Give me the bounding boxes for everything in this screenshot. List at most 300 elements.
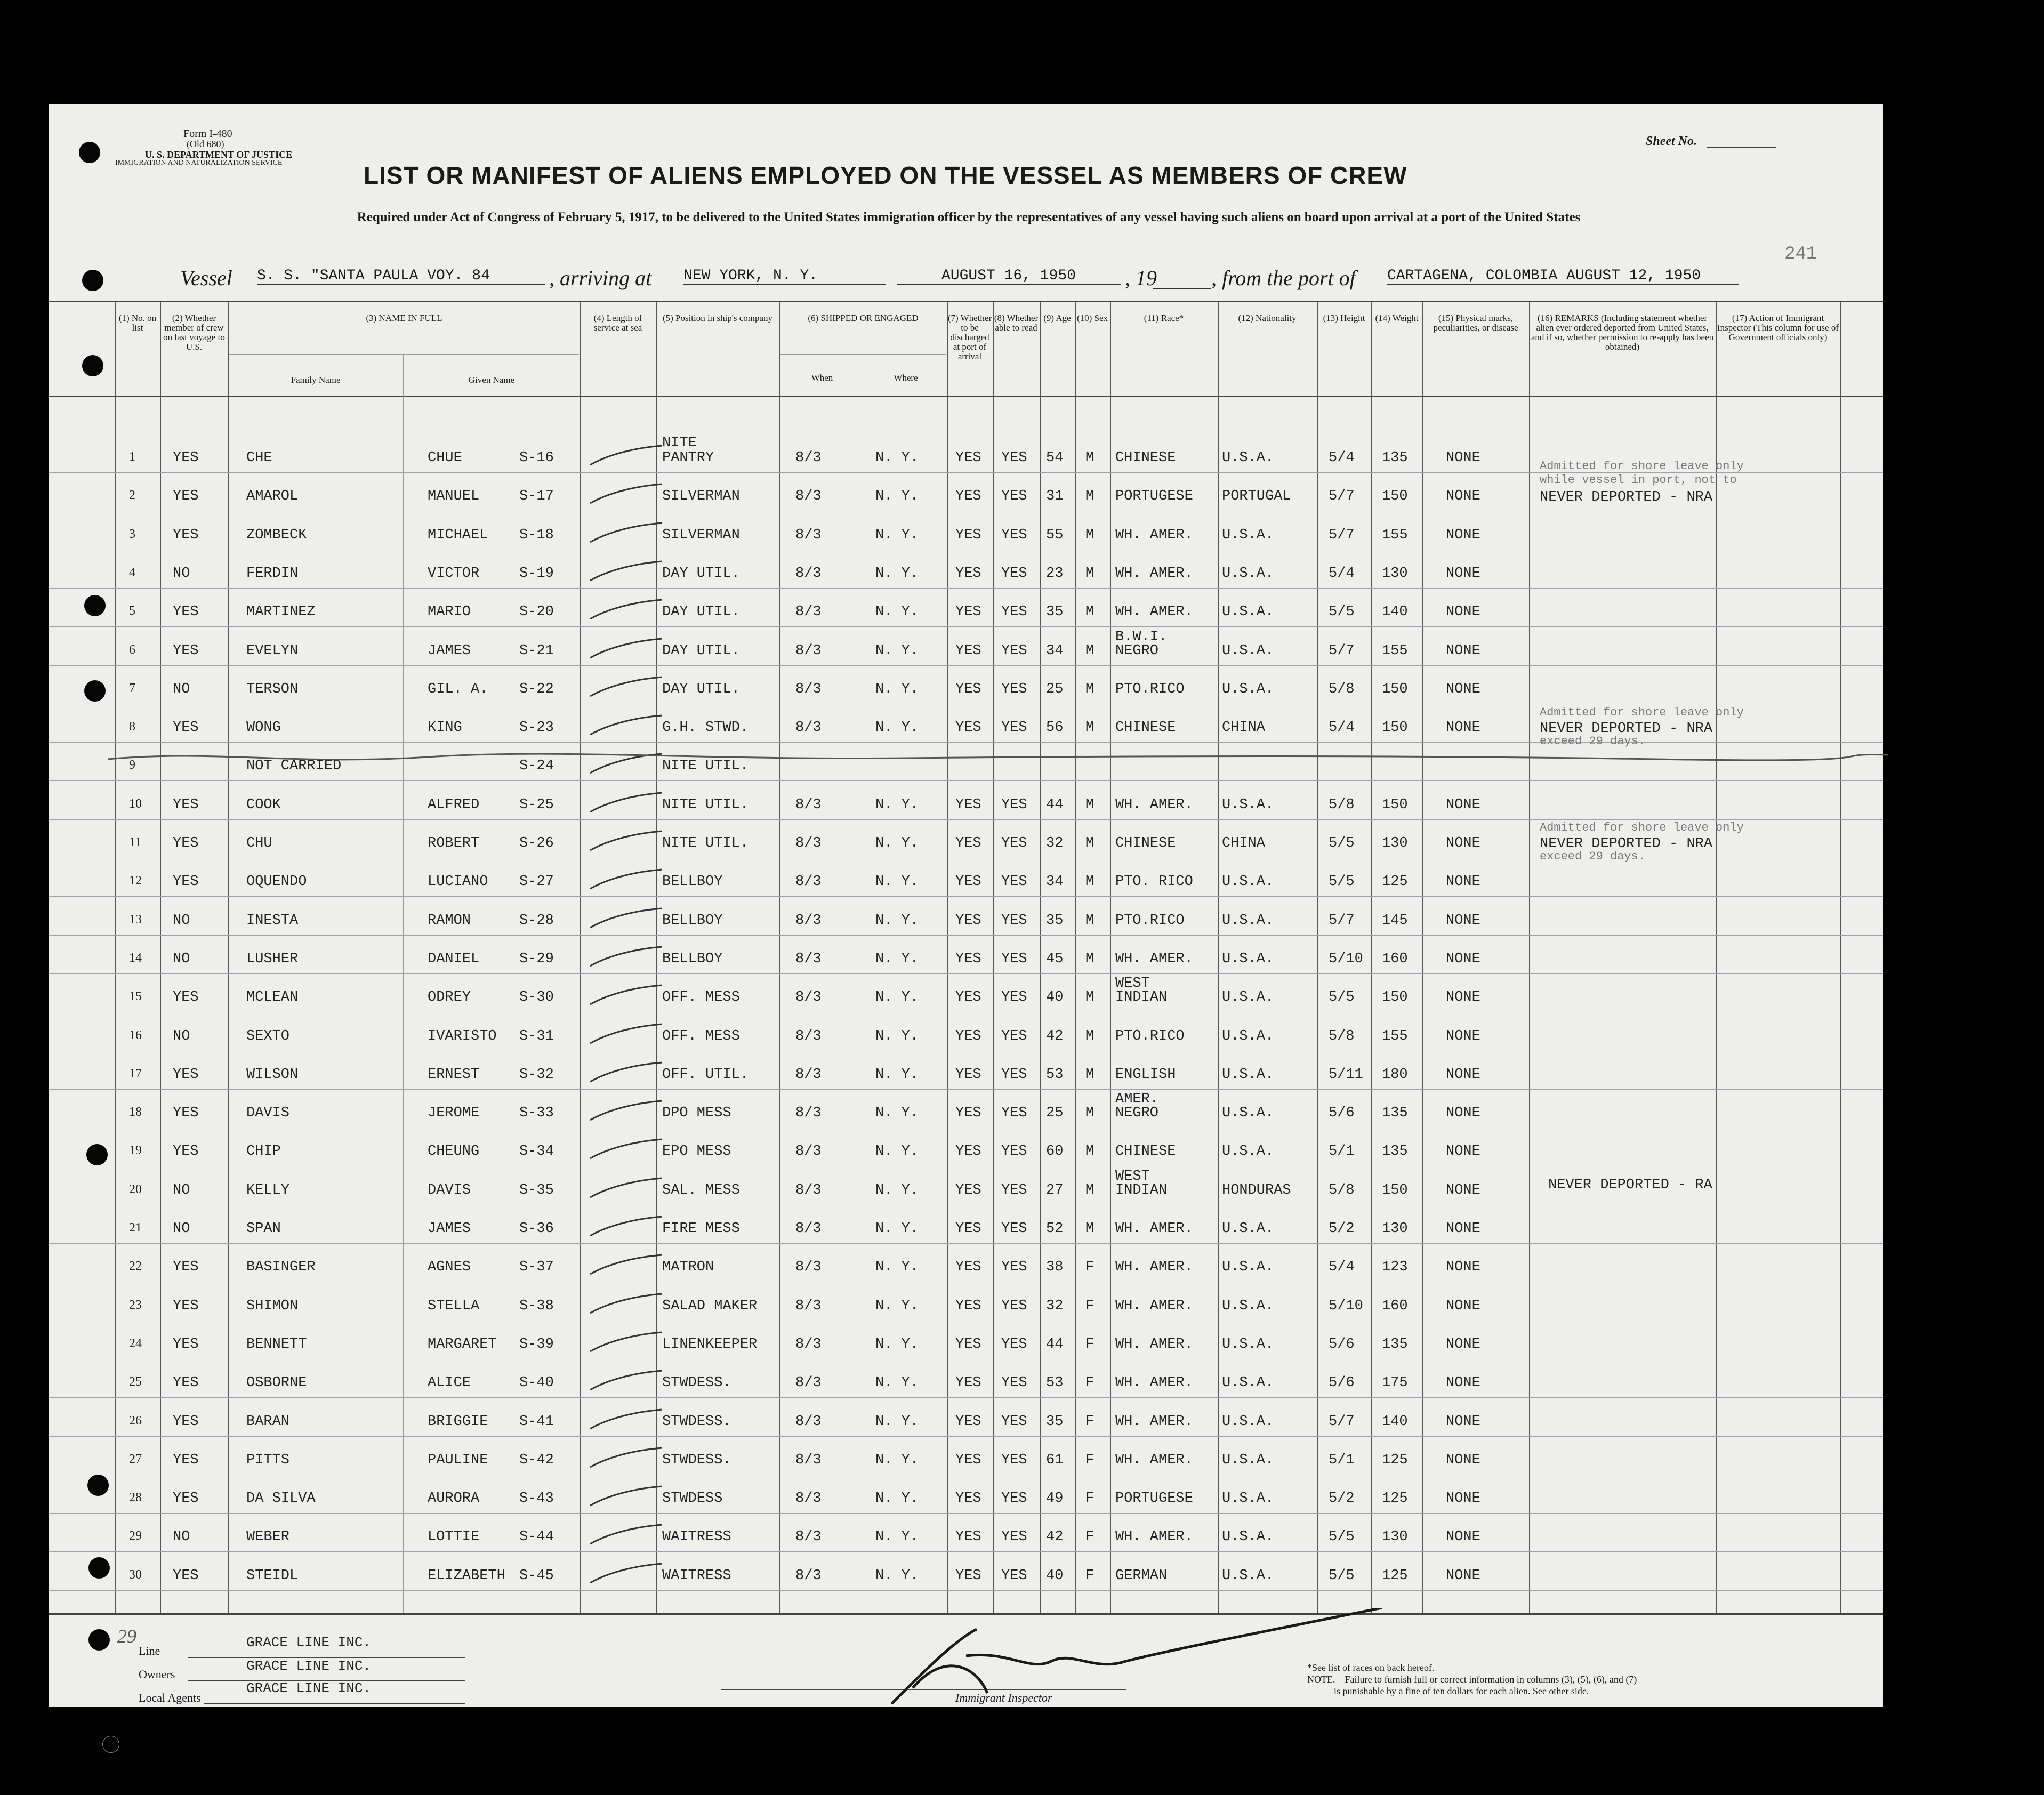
height: 5/8 — [1329, 681, 1355, 697]
weight: 150 — [1382, 681, 1408, 697]
discharged-flag: YES — [955, 1413, 981, 1430]
discharged-flag: YES — [955, 450, 981, 466]
col-header-8: (8) Whether able to read — [994, 313, 1039, 333]
age: 35 — [1046, 604, 1064, 621]
shipped-where: N. Y. — [875, 796, 919, 813]
vessel-name: S. S. "SANTA PAULA VOY. 84 — [257, 268, 545, 285]
weight: 130 — [1382, 1221, 1408, 1237]
nationality: U.S.A. — [1222, 1028, 1274, 1044]
manifest-page — [49, 104, 1883, 1707]
shipped-when: 8/3 — [795, 1144, 822, 1160]
form-department: U. S. DEPARTMENT OF JUSTICE — [145, 149, 293, 160]
nationality: U.S.A. — [1222, 912, 1274, 929]
service-length: S-30 — [519, 989, 554, 1006]
given-name: ELIZABETH — [428, 1567, 505, 1584]
service-tick-mark — [588, 482, 667, 509]
row-number: 24 — [129, 1336, 142, 1350]
shipped-where: N. Y. — [875, 1491, 919, 1507]
remark-shore-leave: exceed 29 days. — [1540, 850, 1646, 863]
family-name: MCLEAN — [246, 989, 299, 1006]
given-name: IVARISTO — [428, 1028, 497, 1044]
shipped-where: N. Y. — [875, 951, 919, 967]
service-tick-mark — [588, 675, 667, 702]
nationality: U.S.A. — [1222, 681, 1274, 697]
shipped-where: N. Y. — [875, 450, 919, 466]
service-tick-mark — [588, 713, 667, 740]
shipped-subheader-rule — [780, 354, 946, 355]
family-name: SHIMON — [246, 1298, 299, 1314]
physical-marks: NONE — [1446, 1182, 1480, 1198]
given-name: ODREY — [428, 989, 471, 1006]
can-read: YES — [1001, 989, 1027, 1006]
shipped-when: 8/3 — [795, 989, 822, 1006]
can-read: YES — [1001, 1567, 1027, 1584]
height: 5/8 — [1329, 1182, 1355, 1198]
discharged-flag: YES — [955, 1375, 981, 1391]
prior-voyage: NO — [173, 1221, 190, 1237]
discharged-flag: YES — [955, 1259, 981, 1276]
shipped-when: 8/3 — [795, 488, 822, 505]
col-header-17: (17) Action of Immigrant Inspector (This column for use of Government officials only) — [1717, 313, 1839, 342]
service-tick-mark — [588, 637, 667, 663]
weight: 155 — [1382, 527, 1408, 543]
row-rule — [49, 1436, 1883, 1437]
discharged-flag: YES — [955, 1491, 981, 1507]
prior-voyage: YES — [173, 1259, 199, 1276]
can-read: YES — [1001, 1066, 1027, 1083]
name-subheader-rule — [229, 354, 579, 355]
nationality: U.S.A. — [1222, 1452, 1274, 1468]
service-length: S-41 — [519, 1413, 554, 1430]
prior-voyage: YES — [173, 1144, 199, 1160]
form-old-number: (Old 680) — [187, 139, 224, 149]
physical-marks: NONE — [1446, 1259, 1480, 1276]
race: ENGLISH — [1115, 1066, 1176, 1083]
col-header-11: (11) Race* — [1144, 313, 1184, 323]
service-length: S-18 — [519, 527, 554, 543]
prior-voyage: YES — [173, 1336, 199, 1353]
position: DAY UTIL. — [662, 642, 740, 659]
shipped-when: 8/3 — [795, 1105, 822, 1122]
height: 5/1 — [1329, 1452, 1355, 1468]
service-length: S-40 — [519, 1375, 554, 1391]
given-name: DANIEL — [428, 951, 480, 967]
physical-marks: NONE — [1446, 1066, 1480, 1083]
shipped-when: 8/3 — [795, 912, 822, 929]
prior-voyage: YES — [173, 527, 199, 543]
prior-voyage: YES — [173, 1452, 199, 1468]
shipped-when: 8/3 — [795, 951, 822, 967]
service-length: S-42 — [519, 1452, 554, 1468]
column-divider — [1110, 302, 1111, 1613]
age: 54 — [1046, 450, 1064, 466]
service-tick-mark — [588, 1060, 667, 1087]
age: 45 — [1046, 951, 1064, 967]
nationality: CHINA — [1222, 720, 1266, 736]
position: EPO MESS — [662, 1144, 731, 1160]
shipped-when: 8/3 — [795, 1028, 822, 1044]
race: WH. AMER. — [1115, 1336, 1193, 1353]
col-header-6b: Where — [894, 373, 918, 383]
nationality: CHINA — [1222, 835, 1266, 851]
shipped-where: N. Y. — [875, 989, 919, 1006]
remark-shore-leave: exceed 29 days. — [1540, 735, 1646, 748]
punch-hole — [88, 1557, 110, 1579]
position: LINENKEEPER — [662, 1336, 758, 1353]
family-name: FERDIN — [246, 565, 299, 582]
table-top-rule — [49, 301, 1883, 302]
physical-marks: NONE — [1446, 720, 1480, 736]
can-read: YES — [1001, 1259, 1027, 1276]
col-header-6: (6) SHIPPED OR ENGAGED — [808, 313, 919, 323]
service-tick-mark — [588, 867, 667, 894]
sex: M — [1085, 604, 1095, 621]
can-read: YES — [1001, 488, 1027, 505]
service-length: S-28 — [519, 912, 554, 929]
height: 5/5 — [1329, 604, 1355, 621]
discharged-flag: YES — [955, 835, 981, 851]
row-number: 8 — [129, 720, 135, 734]
shipped-when: 8/3 — [795, 1567, 822, 1584]
weight: 180 — [1382, 1066, 1408, 1083]
given-name: LOTTIE — [428, 1529, 480, 1546]
shipped-where: N. Y. — [875, 642, 919, 659]
row-number: 21 — [129, 1221, 142, 1235]
given-name: VICTOR — [428, 565, 480, 582]
sex: M — [1085, 720, 1095, 736]
race: WH. AMER. — [1115, 1452, 1193, 1468]
nationality: U.S.A. — [1222, 951, 1274, 967]
race: PORTUGESE — [1115, 1491, 1193, 1507]
sex: M — [1085, 951, 1095, 967]
height: 5/4 — [1329, 1259, 1355, 1276]
prior-voyage: NO — [173, 951, 190, 967]
sex: M — [1085, 1028, 1095, 1044]
service-length: S-20 — [519, 604, 554, 621]
given-name: STELLA — [428, 1298, 480, 1314]
physical-marks: NONE — [1446, 1529, 1480, 1546]
shipped-where: N. Y. — [875, 681, 919, 697]
row-number: 29 — [129, 1529, 142, 1543]
year-line — [1153, 288, 1211, 289]
physical-marks: NONE — [1446, 951, 1480, 967]
prior-voyage: YES — [173, 874, 199, 890]
position: DAY UTIL. — [662, 681, 740, 697]
service-length: S-35 — [519, 1182, 554, 1198]
nationality: U.S.A. — [1222, 1105, 1274, 1122]
position: BELLBOY — [662, 951, 723, 967]
shipped-when: 8/3 — [795, 796, 822, 813]
nationality: U.S.A. — [1222, 1375, 1274, 1391]
physical-marks: NONE — [1446, 1567, 1480, 1584]
nationality: U.S.A. — [1222, 1491, 1274, 1507]
race: PTO.RICO — [1115, 912, 1185, 929]
can-read: YES — [1001, 835, 1027, 851]
row-number: 25 — [129, 1375, 142, 1389]
height: 5/2 — [1329, 1221, 1355, 1237]
service-tick-mark — [588, 791, 667, 817]
sex: M — [1085, 527, 1095, 543]
service-length: S-26 — [519, 835, 554, 851]
remark-shore-leave-2: while vessel in port, not to — [1540, 473, 1737, 487]
col-header-2: (2) Whether member of crew on last voyage to U.S. — [163, 313, 225, 352]
service-tick-mark — [588, 1099, 667, 1125]
given-name: ALFRED — [428, 796, 480, 813]
race: WH. AMER. — [1115, 1529, 1193, 1546]
penalty-note-2: is punishable by a fine of ten dollars for each alien. See other side. — [1334, 1686, 1589, 1696]
line-label: Line — [139, 1644, 160, 1657]
row-number: 15 — [129, 989, 142, 1004]
service-tick-mark — [588, 945, 667, 971]
given-name: CHUE — [428, 450, 462, 466]
discharged-flag: YES — [955, 565, 981, 582]
service-tick-mark — [588, 983, 667, 1010]
given-name: AGNES — [428, 1259, 471, 1276]
prior-voyage: YES — [173, 450, 199, 466]
can-read: YES — [1001, 1105, 1027, 1122]
shipped-when: 8/3 — [795, 835, 822, 851]
shipped-when: 8/3 — [795, 1375, 822, 1391]
shipped-where: N. Y. — [875, 1182, 919, 1198]
col-header-15: (15) Physical marks, peculiarities, or disease — [1433, 313, 1518, 333]
nationality: U.S.A. — [1222, 1144, 1274, 1160]
shipped-when: 8/3 — [795, 1336, 822, 1353]
row-number: 27 — [129, 1452, 142, 1466]
sex: M — [1085, 488, 1095, 505]
given-name: DAVIS — [428, 1182, 471, 1198]
discharged-flag: YES — [955, 796, 981, 813]
can-read: YES — [1001, 1491, 1027, 1507]
age: 42 — [1046, 1529, 1064, 1546]
service-length: S-22 — [519, 681, 554, 697]
can-read: YES — [1001, 1182, 1027, 1198]
age: 49 — [1046, 1491, 1064, 1507]
family-name: BARAN — [246, 1413, 290, 1430]
vessel-label: Vessel — [180, 266, 232, 290]
age: 25 — [1046, 1105, 1064, 1122]
sex: M — [1085, 874, 1095, 890]
age: 25 — [1046, 681, 1064, 697]
height: 5/5 — [1329, 835, 1355, 851]
prior-voyage: YES — [173, 989, 199, 1006]
position: PANTRY — [662, 450, 714, 466]
can-read: YES — [1001, 565, 1027, 582]
race: CHINESE — [1115, 835, 1176, 851]
punch-hole — [82, 270, 103, 291]
given-name: BRIGGIE — [428, 1413, 488, 1430]
row-number: 13 — [129, 912, 142, 927]
arrival-port: NEW YORK, N. Y. — [683, 268, 886, 285]
row-rule — [49, 973, 1883, 974]
shipped-when: 8/3 — [795, 1259, 822, 1276]
family-name: WILSON — [246, 1066, 299, 1083]
shipped-where: N. Y. — [875, 604, 919, 621]
row-rule — [49, 935, 1883, 936]
service-tick-mark — [588, 559, 667, 586]
remark-shore-leave: Admitted for shore leave only — [1540, 460, 1744, 473]
row-rule — [49, 665, 1883, 666]
owners-value: GRACE LINE INC. — [246, 1658, 372, 1674]
service-tick-mark — [588, 1176, 667, 1203]
shipped-when: 8/3 — [795, 1298, 822, 1314]
position: DAY UTIL. — [662, 604, 740, 621]
row-number: 12 — [129, 874, 142, 888]
shipped-where: N. Y. — [875, 1375, 919, 1391]
age: 31 — [1046, 488, 1064, 505]
arriving-label: , arriving at — [549, 266, 652, 290]
shipped-where: N. Y. — [875, 1144, 919, 1160]
weight: 123 — [1382, 1259, 1408, 1276]
punch-hole — [87, 1475, 109, 1496]
race: PORTUGESE — [1115, 488, 1193, 505]
position: BELLBOY — [662, 874, 723, 890]
discharged-flag: YES — [955, 989, 981, 1006]
prior-voyage: NO — [173, 912, 190, 929]
shipped-where: N. Y. — [875, 1066, 919, 1083]
nationality: U.S.A. — [1222, 450, 1274, 466]
race: WH. AMER. — [1115, 1413, 1193, 1430]
prior-voyage: YES — [173, 488, 199, 505]
family-name: CHU — [246, 835, 272, 851]
race: PTO. RICO — [1115, 874, 1193, 890]
age: 32 — [1046, 1298, 1064, 1314]
shipped-where: N. Y. — [875, 488, 919, 505]
nationality: U.S.A. — [1222, 1529, 1274, 1546]
service-tick-mark — [588, 1330, 667, 1357]
age: 53 — [1046, 1066, 1064, 1083]
from-port-label: , from the port of — [1211, 266, 1356, 290]
nationality: U.S.A. — [1222, 874, 1274, 890]
physical-marks: NONE — [1446, 989, 1480, 1006]
physical-marks: NONE — [1446, 1375, 1480, 1391]
race: WH. AMER. — [1115, 527, 1193, 543]
can-read: YES — [1001, 604, 1027, 621]
remark-never-deported: NEVER DEPORTED - RA — [1548, 1177, 1712, 1193]
position: STWDESS. — [662, 1452, 731, 1468]
row-number: 7 — [129, 681, 135, 695]
row-rule — [49, 1551, 1883, 1552]
service-tick-mark — [588, 1523, 667, 1549]
position: G.H. STWD. — [662, 720, 749, 736]
prior-voyage: YES — [173, 1375, 199, 1391]
can-read: YES — [1001, 796, 1027, 813]
row-rule — [49, 626, 1883, 627]
family-name: NOT CARRIED — [246, 758, 342, 775]
family-name: SPAN — [246, 1221, 281, 1237]
arrival-date: AUGUST 16, 1950 — [897, 268, 1121, 285]
can-read: YES — [1001, 720, 1027, 736]
family-name: BASINGER — [246, 1259, 316, 1276]
race: GERMAN — [1115, 1567, 1168, 1584]
row-number: 6 — [129, 642, 135, 657]
column-divider — [1075, 302, 1076, 1613]
service-tick-mark — [588, 1369, 667, 1395]
family-name: STEIDL — [246, 1567, 299, 1584]
punch-hole — [82, 355, 103, 376]
service-tick-mark — [588, 598, 667, 624]
col-header-13: (13) Height — [1323, 313, 1365, 323]
nationality: U.S.A. — [1222, 1221, 1274, 1237]
row-rule — [49, 780, 1883, 781]
nationality: U.S.A. — [1222, 527, 1274, 543]
height: 5/7 — [1329, 1413, 1355, 1430]
position: STWDESS. — [662, 1375, 731, 1391]
col-header-3: (3) NAME IN FULL — [366, 313, 442, 323]
service-length: S-32 — [519, 1066, 554, 1083]
discharged-flag: YES — [955, 1105, 981, 1122]
service-length: S-29 — [519, 951, 554, 967]
weight: 160 — [1382, 951, 1408, 967]
family-name: SEXTO — [246, 1028, 290, 1044]
race: NEGRO — [1115, 642, 1159, 659]
physical-marks: NONE — [1446, 527, 1480, 543]
shipped-when: 8/3 — [795, 1066, 822, 1083]
discharged-flag: YES — [955, 1221, 981, 1237]
service-tick-mark — [588, 1253, 667, 1279]
height: 5/4 — [1329, 720, 1355, 736]
service-tick-mark — [588, 1137, 667, 1164]
age: 42 — [1046, 1028, 1064, 1044]
height: 5/4 — [1329, 565, 1355, 582]
position: NITE UTIL. — [662, 758, 749, 775]
sex: M — [1085, 1066, 1095, 1083]
service-tick-mark — [588, 1484, 667, 1511]
weight: 145 — [1382, 912, 1408, 929]
family-name: PITTS — [246, 1452, 290, 1468]
row-number: 17 — [129, 1066, 142, 1081]
given-name: AURORA — [428, 1491, 480, 1507]
position: DAY UTIL. — [662, 565, 740, 582]
service-length: S-39 — [519, 1336, 554, 1353]
discharged-flag: YES — [955, 874, 981, 890]
service-tick-mark — [588, 444, 667, 470]
shipped-where: N. Y. — [875, 527, 919, 543]
given-name: JAMES — [428, 642, 471, 659]
sex: M — [1085, 912, 1095, 929]
weight: 140 — [1382, 604, 1408, 621]
nationality: U.S.A. — [1222, 1259, 1274, 1276]
age: 40 — [1046, 989, 1064, 1006]
physical-marks: NONE — [1446, 1491, 1480, 1507]
column-divider — [779, 302, 780, 1613]
discharged-flag: YES — [955, 1336, 981, 1353]
position: SILVERMAN — [662, 527, 740, 543]
position: OFF. UTIL. — [662, 1066, 749, 1083]
height: 5/8 — [1329, 1028, 1355, 1044]
discharged-flag: YES — [955, 488, 981, 505]
shipped-where: N. Y. — [875, 1452, 919, 1468]
nationality: U.S.A. — [1222, 1567, 1274, 1584]
row-number: 14 — [129, 951, 142, 965]
agents-label: Local Agents — [139, 1691, 201, 1704]
physical-marks: NONE — [1446, 1413, 1480, 1430]
sex: M — [1085, 796, 1095, 813]
race: WH. AMER. — [1115, 1259, 1193, 1276]
sex: F — [1085, 1298, 1095, 1314]
physical-marks: NONE — [1446, 835, 1480, 851]
sex: M — [1085, 450, 1095, 466]
nationality: U.S.A. — [1222, 1298, 1274, 1314]
service-length: S-34 — [519, 1144, 554, 1160]
physical-marks: NONE — [1446, 1028, 1480, 1044]
prior-voyage: NO — [173, 1529, 190, 1546]
height: 5/6 — [1329, 1336, 1355, 1353]
shipped-when: 8/3 — [795, 1452, 822, 1468]
sex: M — [1085, 1221, 1095, 1237]
race: CHINESE — [1115, 450, 1176, 466]
height: 5/11 — [1329, 1066, 1363, 1083]
service-tick-mark — [588, 1446, 667, 1472]
